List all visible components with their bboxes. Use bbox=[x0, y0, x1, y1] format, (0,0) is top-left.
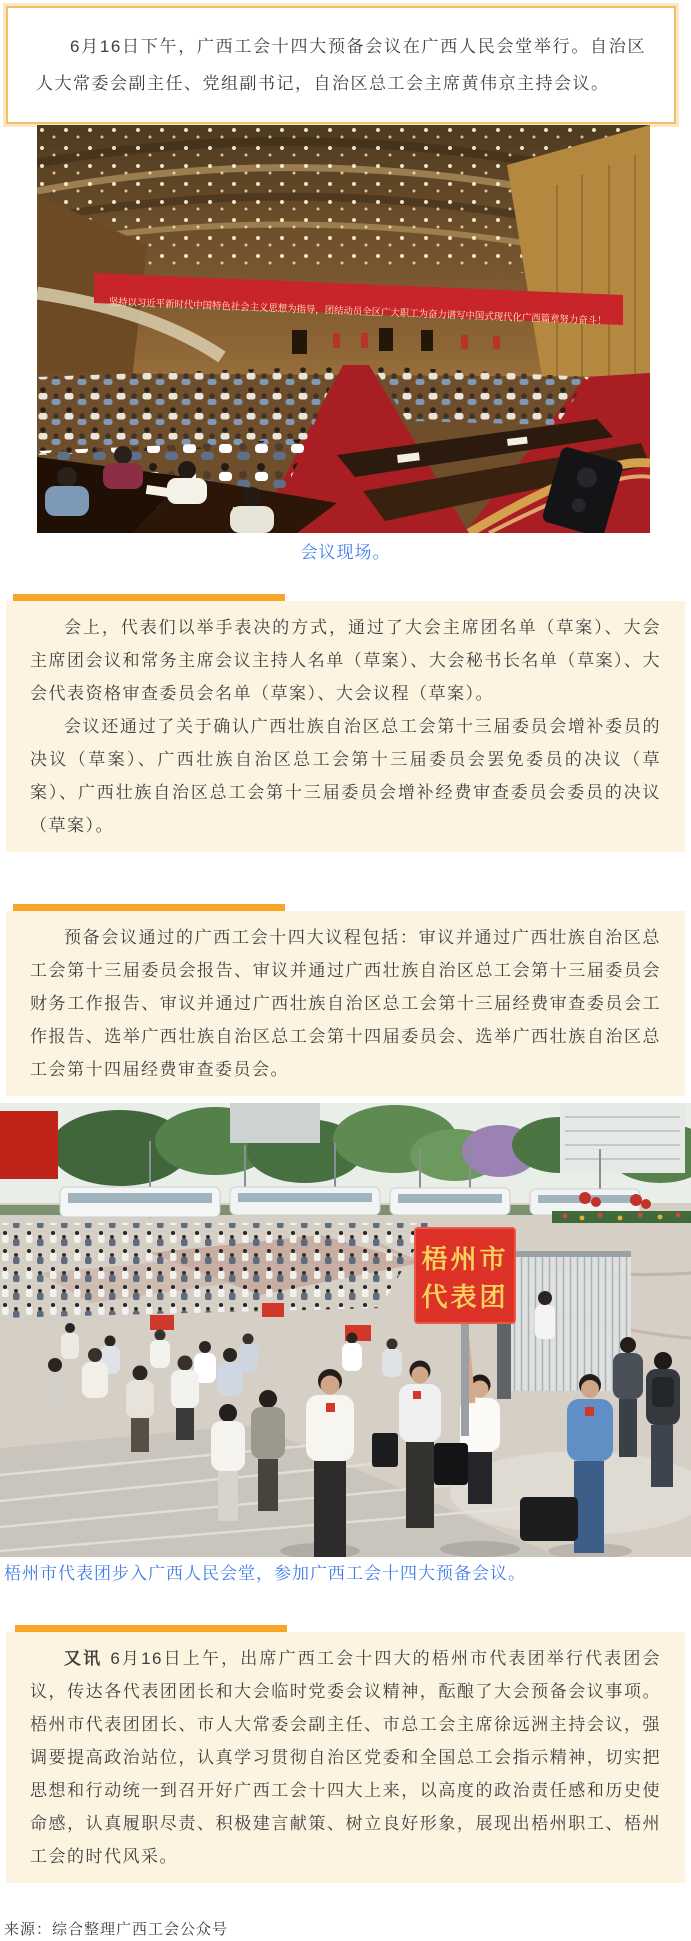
source-footer: 来源：综合整理广西工会公众号 bbox=[4, 1921, 229, 1938]
agenda-section bbox=[6, 911, 685, 1096]
sign-text-line2: 代表团 bbox=[421, 1282, 509, 1312]
billboard-red bbox=[0, 1111, 58, 1179]
section-accent-bar bbox=[15, 1625, 287, 1632]
news-lead-label: 又讯 bbox=[64, 1649, 103, 1668]
news-body-text: 6月16日上午，出席广西工会十四大的梧州市代表团举行代表团会议，传达各代表团团长和大会临时党委会议精神，酝酿了大会预备会议事项。梧州市代表团团长、市人大常委会副主任、市总工会主席徐远洲主持会议，强调要提高政治站位，认真学习贯彻自治区党委和全国总工会指示精神，切实把思想和行动统一到召开好广西工会十四大上来，以高度的政治责任感和历史使命感，认真履职尽责、积极建言献策、树立良好形象，展现出梧州职工、梧州工会的时代风采。 bbox=[30, 1649, 661, 1866]
sign-pole bbox=[461, 1318, 469, 1436]
agenda-paragraph: 预备会议通过的广西工会十四大议程包括：审议并通过广西壮族自治区总工会第十三届委员会报告、审议并通过广西壮族自治区总工会第十三届委员会财务工作报告、审议并通过广西壮族自治区总工会第十三届经费审查委员会工作报告、选举广西壮族自治区总工会第十四届委员会、选举广西壮族自治区总工会第十四届经费审查委员会。 bbox=[30, 928, 661, 1079]
intro-box bbox=[6, 6, 676, 124]
delegation-photo[interactable] bbox=[0, 1103, 691, 1557]
section-accent-bar bbox=[13, 594, 285, 601]
wuzhou-news-section bbox=[6, 1632, 685, 1883]
resolutions-paragraph-1: 会上，代表们以举手表决的方式，通过了大会主席团名单（草案）、大会主席团会议和常务主席会议主持人名单（草案）、大会秘书长名单（草案）、大会代表资格审查委员会名单（草案）、大会议程（草案）。 bbox=[30, 618, 661, 703]
delegation-photo-caption: 梧州市代表团步入广西人民会堂，参加广西工会十四大预备会议。 bbox=[4, 1564, 526, 1583]
meeting-photo-caption: 会议现场。 bbox=[300, 543, 391, 562]
flower-bed bbox=[552, 1211, 691, 1223]
entrance-gate bbox=[497, 1251, 631, 1399]
resolutions-section bbox=[6, 601, 685, 852]
wuzhou-news-paragraph bbox=[30, 1642, 661, 1873]
banner-slogan-text: 坚持以习近平新时代中国特色社会主义思想为指导，团结动员全区广大职工为奋力谱写中国式现代化广西篇章努力奋斗！ bbox=[108, 296, 639, 329]
distant-crowd bbox=[0, 1223, 430, 1318]
meeting-hall-illustration bbox=[37, 125, 650, 533]
meeting-hall-photo[interactable] bbox=[37, 125, 650, 533]
intro-text: 6月16日下午，广西工会十四大预备会议在广西人民会堂举行。自治区人大常委会副主任、党组副书记，自治区总工会主席黄伟京主持会议。 bbox=[36, 37, 646, 93]
resolutions-paragraph-2: 会议还通过了关于确认广西壮族自治区总工会第十三届委员会增补委员的决议（草案）、广西壮族自治区总工会第十三届委员会罢免委员的决议（草案）、广西壮族自治区总工会第十三届委员会增补经费审查委员会委员的决议（草案）。 bbox=[30, 717, 661, 835]
section-accent-bar bbox=[13, 904, 285, 911]
sign-text-line1: 梧州市 bbox=[421, 1244, 509, 1274]
delegation-illustration bbox=[0, 1103, 691, 1557]
